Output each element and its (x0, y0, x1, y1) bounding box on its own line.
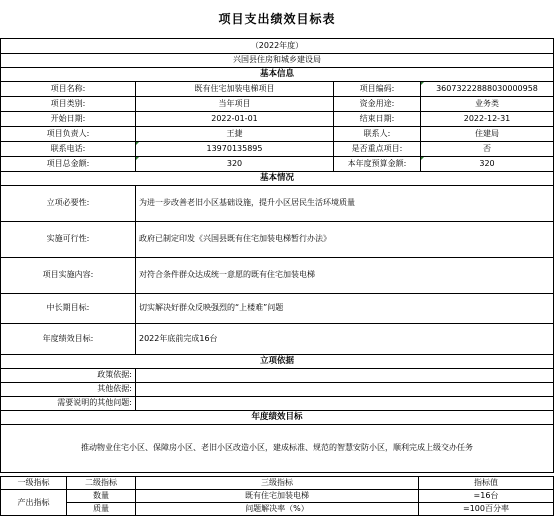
column-header: 二级指标 (67, 477, 136, 490)
field-label: 项目实施内容: (1, 257, 136, 293)
field-label: 联系人: (334, 126, 421, 141)
field-label: 实施可行性: (1, 221, 136, 257)
field-label: 立项必要性: (1, 185, 136, 221)
field-label: 年度绩效目标: (1, 323, 136, 354)
page-title: 项目支出绩效目标表 (1, 0, 554, 38)
table-row (1, 81, 554, 96)
column-header: 三级指标 (136, 477, 419, 490)
field-value: 320 (136, 156, 334, 171)
table-row (1, 257, 554, 293)
field-value (136, 396, 554, 410)
field-label: 政策依据: (1, 368, 136, 382)
field-label: 本年度预算金额: (334, 156, 421, 171)
field-label: 是否重点项目: (334, 141, 421, 156)
field-value: 既有住宅加装电梯项目 (136, 81, 334, 96)
field-label: 需要说明的其他问题: (1, 396, 136, 410)
column-header: 一级指标 (1, 477, 67, 490)
department-name: 兴国县住房和城乡建设局 (1, 53, 554, 67)
field-label: 项目编码: (334, 81, 421, 96)
table-row (1, 368, 554, 382)
table-row (1, 126, 554, 141)
field-label: 中长期目标: (1, 293, 136, 323)
field-value (136, 382, 554, 396)
column-header: 指标值 (419, 477, 554, 490)
section-basic-info: 基本信息 (1, 67, 554, 81)
field-label: 项目总金额: (1, 156, 136, 171)
field-value: 对符合条件群众达成统一意愿的既有住宅加装电梯 (136, 257, 554, 293)
table-row (1, 221, 554, 257)
field-label: 项目负责人: (1, 126, 136, 141)
field-value: 13970135895 (136, 141, 334, 156)
table-row (1, 185, 554, 221)
table-row (1, 396, 554, 410)
field-label: 开始日期: (1, 111, 136, 126)
table-row (1, 503, 554, 516)
field-label: 其他依据: (1, 382, 136, 396)
level3-indicator: 问题解决率（%） (136, 503, 419, 516)
section-basis: 立项依据 (1, 354, 554, 368)
field-label: 项目类别: (1, 96, 136, 111)
table-row (1, 323, 554, 354)
field-label: 项目名称: (1, 81, 136, 96)
field-label: 联系电话: (1, 141, 136, 156)
indicator-value: =16台 (419, 490, 554, 503)
indicator-value: =100百分率 (419, 503, 554, 516)
table-row (1, 111, 554, 126)
table-row (1, 141, 554, 156)
section-annual-goal: 年度绩效目标 (1, 410, 554, 424)
field-value: 业务类 (421, 96, 554, 111)
field-value: 当年项目 (136, 96, 334, 111)
indicator-header-row (1, 477, 554, 490)
table-row (1, 382, 554, 396)
section-basic-situation: 基本情况 (1, 171, 554, 185)
field-value: 政府已制定印发《兴国县既有住宅加装电梯暂行办法》 (136, 221, 554, 257)
table-row (1, 96, 554, 111)
field-value: 为进一步改善老旧小区基础设施，提升小区居民生活环境质量 (136, 185, 554, 221)
table-row (1, 156, 554, 171)
level3-indicator: 既有住宅加装电梯 (136, 490, 419, 503)
field-value: 否 (421, 141, 554, 156)
field-label: 资金用途: (334, 96, 421, 111)
indicator-table (0, 476, 554, 516)
field-value (136, 368, 554, 382)
field-value: 2022-12-31 (421, 111, 554, 126)
field-value: 2022年底前完成16台 (136, 323, 554, 354)
annual-goal-text: 推动物业住宅小区、保障房小区、老旧小区改造小区，建成标准、规范的智慧安防小区，顺利完成上级交办任务 (1, 424, 554, 472)
fiscal-year: （2022年度） (1, 38, 554, 53)
table-row (1, 293, 554, 323)
field-value: 36073222888030000958 (421, 81, 554, 96)
field-value: 住建局 (421, 126, 554, 141)
field-label: 结束日期: (334, 111, 421, 126)
level1-indicator: 产出指标 (1, 490, 67, 516)
table-row (1, 490, 554, 503)
level2-indicator: 数量 (67, 490, 136, 503)
field-value: 2022-01-01 (136, 111, 334, 126)
field-value: 320 (421, 156, 554, 171)
field-value: 王捷 (136, 126, 334, 141)
field-value: 切实解决好群众反映强烈的“上楼难”问题 (136, 293, 554, 323)
level2-indicator: 质量 (67, 503, 136, 516)
